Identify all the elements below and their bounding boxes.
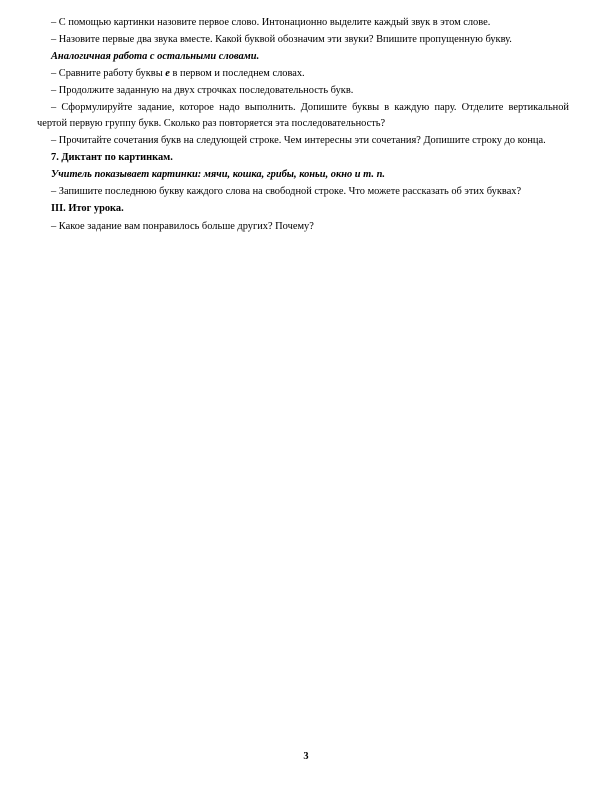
paragraph-analogous-work: Аналогичная работа с остальными словами.: [51, 51, 260, 63]
paragraph-instruction-first-word: – С помощью картинки назовите первое слово. Интонационно выделите каждый звук в этом слове.: [51, 17, 491, 28]
paragraph-favorite-task: – Какое задание вам понравилось больше других? Почему?: [51, 220, 314, 232]
paragraph-compare-letter: [37, 66, 569, 82]
compare-letter-text-after: в первом и последнем словах.: [169, 68, 305, 80]
paragraph-write-last-letter: – Запишите последнюю букву каждого слова на свободной строке. Что можете рассказать об этих буквах?: [51, 186, 522, 198]
section-heading-dictation: 7. Диктант по картинкам.: [51, 152, 173, 164]
page-number: 3: [303, 751, 309, 762]
paragraph-teacher-shows-pictures: Учитель показывает картинки: мячи, кошка, грибы, коньи, окно и т. п.: [51, 169, 385, 181]
compare-letter-highlight: е: [165, 68, 170, 80]
paragraph-continue-sequence: – Продолжите заданную на двух строчках последовательность букв.: [51, 85, 354, 97]
paragraph-read-combinations: – Прочитайте сочетания букв на следующей строке. Чем интересны эти сочетания? Допишите строку до конца.: [51, 135, 546, 147]
paragraph-instruction-first-two-sounds: – Назовите первые два звука вместе. Какой буквой обозначим эти звуки? Впишите пропущенную букву.: [51, 34, 512, 46]
paragraph-formulate-task: – Сформулируйте задание, которое надо выполнить. Допишите буквы в каждую пару. Отделите вертикальной чертой первую группу букв. Сколько раз повторяется эта последовательность?: [37, 102, 569, 129]
compare-letter-text-before: – Сравните работу буквы: [51, 68, 166, 80]
document-body: [37, 15, 569, 236]
section-heading-lesson-summary: III. Итог урока.: [51, 203, 124, 215]
